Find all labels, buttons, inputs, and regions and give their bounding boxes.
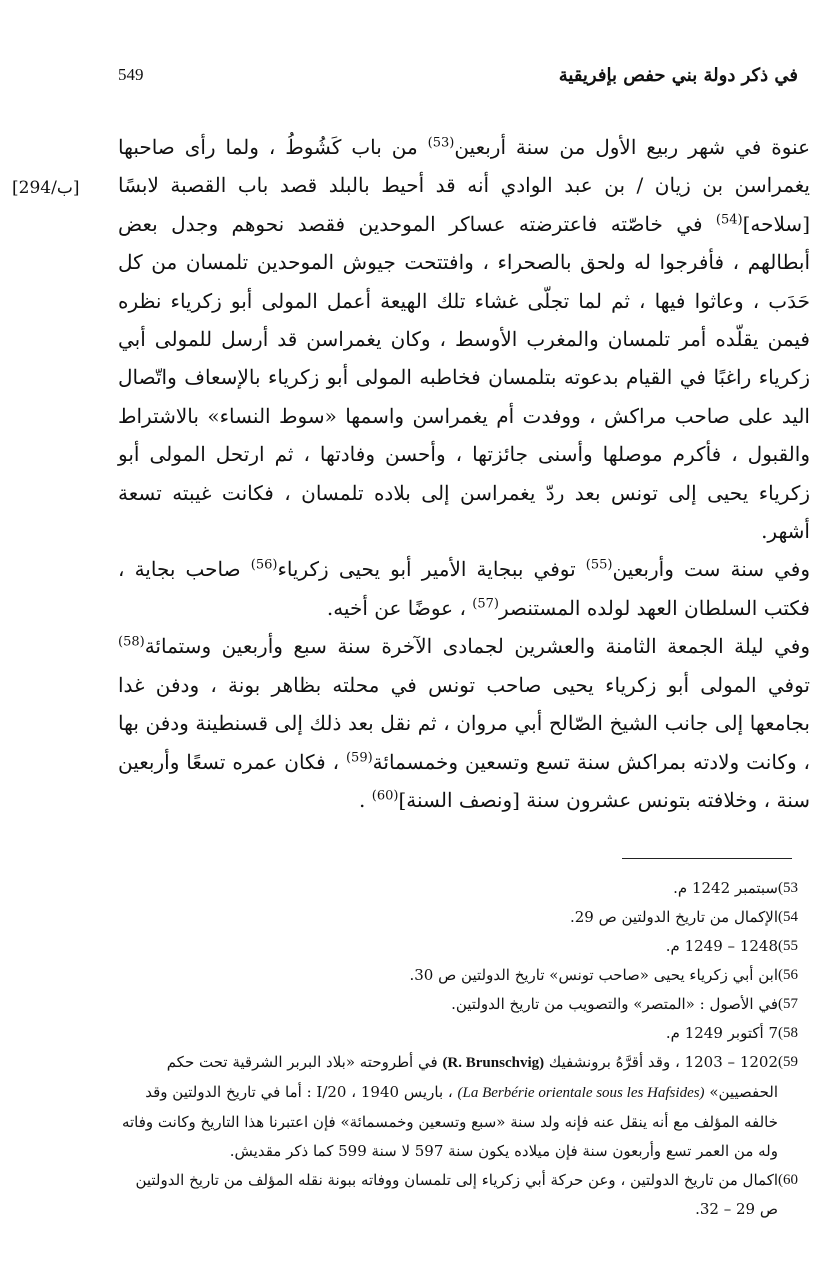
text-segment: في خاصّته فاعترضته عساكر الموحدين فقصد نحوهم وجدل بعض أبطالهم ، فأفرجوا له ولحق بالصحراء ، وافتتحت جيوش الموحدين تلمسان من كل حَدَب ، وعاثوا فيها ، ثم لما تجلّى غشاء تلك الهيعة أعمل المولى أبو زكرياء نظره فيمن يقلّده أمر تلمسان والمغرب الأوسط ، وكان يغمراسن قد أرسل للمولى أبي زكرياء راغبًا في القيام بدعوته بتلمسان فخاطبه المولى أبو زكرياء بالإسعاف واتّصال اليد على صاحب مراكش ، ووفدت أم يغمراسن واسمها «سوط النساء» بالاشتراط والقبول ، فأكرم موصلها وأسنى جائزتها ، وأحسن وفادتها ، ثم ارتحل المولى أبو زكرياء يحيى إلى تونس بعد ردّ يغمراسن إلى بلاده تلمسان ، فكانت غيبته تسعة أشهر. — [118, 211, 811, 544]
footnote-ref-58: (58) — [118, 634, 145, 650]
footnote-58 — [118, 1019, 812, 1048]
text-segment: ، عوضًا عن أخيه. — [326, 595, 473, 620]
main-text — [118, 128, 810, 819]
running-title: في ذكر دولة بني حفص بإفريقية — [558, 64, 798, 86]
text-segment: 1202 – 1203 ، وقد أقرَّهُ برونشفيك — [544, 1053, 778, 1071]
footnote-57 — [118, 990, 812, 1019]
footnote-53 — [118, 874, 812, 903]
footnote-ref-59: (59) — [345, 749, 373, 765]
footnote-ref-56: (56) — [250, 557, 278, 573]
footnote-text: 1248 – 1249 م. — [665, 937, 778, 955]
footnote-ref-53: (53) — [427, 135, 455, 151]
footnote-60 — [118, 1166, 812, 1224]
footnote-number: (59 — [778, 1054, 798, 1070]
paragraph-2 — [118, 550, 810, 627]
footnote-text: 7 أكتوبر 1249 م. — [665, 1024, 778, 1042]
footnote-number: (60 — [778, 1172, 798, 1188]
footnote-number: (55 — [778, 938, 798, 954]
footnote-number: (53 — [778, 880, 798, 896]
footnote-text: اكمال من تاريخ الدولتين ، وعن حركة أبي زكرياء إلى تلمسان ووفاته ببونة نقله المؤلف من تاريخ الدولتين ص 29 – 32. — [135, 1171, 778, 1218]
footnote-number: (56 — [778, 967, 798, 983]
footnote-number: (58 — [778, 1025, 798, 1041]
footnote-separator — [622, 858, 792, 859]
text-segment: في أطروحته «بلاد البربر الشرقية تحت حكم الحفصيين» — [166, 1053, 778, 1101]
footnote-text: الإكمال من تاريخ الدولتين ص 29. — [569, 908, 778, 926]
text-segment: ، فكان عمره تسعًا وأربعين سنة ، وخلافته بتونس عشرون سنة [ونصف السنة] — [118, 749, 810, 812]
running-head — [118, 58, 798, 92]
latin-book-title: (La Berbérie orientale sous les Hafsides) — [457, 1085, 705, 1101]
footnote-number: (54 — [778, 909, 798, 925]
footnote-text: في الأصول : «المتصر» والتصويب من تاريخ الدولتين. — [451, 995, 778, 1013]
paragraph-3 — [118, 627, 810, 819]
footnote-ref-57: (57) — [472, 596, 499, 612]
footnote-text: ابن أبي زكرياء يحيى «صاحب تونس» تاريخ الدولتين ص 30. — [409, 966, 778, 984]
text-segment: توفي المولى أبو زكرياء يحيى صاحب تونس في محلته بظاهر بونة ، ودفن غدا بجامعها إلى جانب الشيخ الصّالح أبي مروان ، ثم نقل بعد ذلك إلى قسنطينة ودفن بها ، وكانت ولادته بمراكش سنة تسع وتسعين وخمسمائة — [118, 672, 810, 774]
text-segment: وفي سنة ست وأربعين — [612, 557, 810, 582]
text-segment: توفي ببجاية الأمير أبو يحيى زكرياء — [277, 557, 586, 582]
footnote-number: (57 — [778, 996, 798, 1012]
footnote-ref-55: (55) — [585, 557, 613, 573]
page-number: 549 — [118, 65, 144, 84]
footnote-ref-54: (54) — [715, 212, 743, 228]
footnote-text — [118, 1048, 778, 1166]
margin-folio-marker: [294/ب] — [12, 178, 80, 198]
paragraph-1 — [118, 128, 810, 550]
text-segment: . — [359, 787, 372, 812]
footnote-text: سبتمبر 1242 م. — [673, 879, 778, 897]
footnote-55 — [118, 932, 812, 961]
text-segment: عنوة في شهر ربيع الأول من سنة أربعين — [454, 135, 810, 159]
text-segment: وفي ليلة الجمعة الثامنة والعشرين لجمادى الآخرة سنة سبع وأربعين وستمائة — [144, 634, 810, 659]
latin-author-name: (R. Brunschvig) — [442, 1055, 545, 1071]
text-segment: من باب كَشُوطُ ، ولما رأى صاحبها يغمراسن بن زيان / بن عبد الوادي أنه قد أحيط بالبلد قصد باب القصبة لابسًا [سلاحه] — [118, 135, 810, 236]
footnote-ref-60: (60) — [371, 788, 399, 804]
footnote-54 — [118, 903, 812, 932]
text-segment: صاحب بجاية ، فكتب السلطان العهد لولده المستنصر — [118, 557, 810, 620]
footnotes — [118, 874, 812, 1224]
footnote-56 — [118, 961, 812, 990]
footnote-59 — [118, 1048, 812, 1166]
text-segment: ، باريس 1940 ، 20/I : أما في تاريخ الدولتين وقد خالفه المؤلف مع أنه ينقل عنه فإنه ولد سنة «سبع وتسعين وخمسمائة» فإن اعتبرنا هذا التاريخ وكانت وفاته وله من العمر تسع وأربعون سنة فإن ميلاده يكون سنة 597 لا سنة 599 كما ذكر مقديش. — [121, 1083, 778, 1160]
